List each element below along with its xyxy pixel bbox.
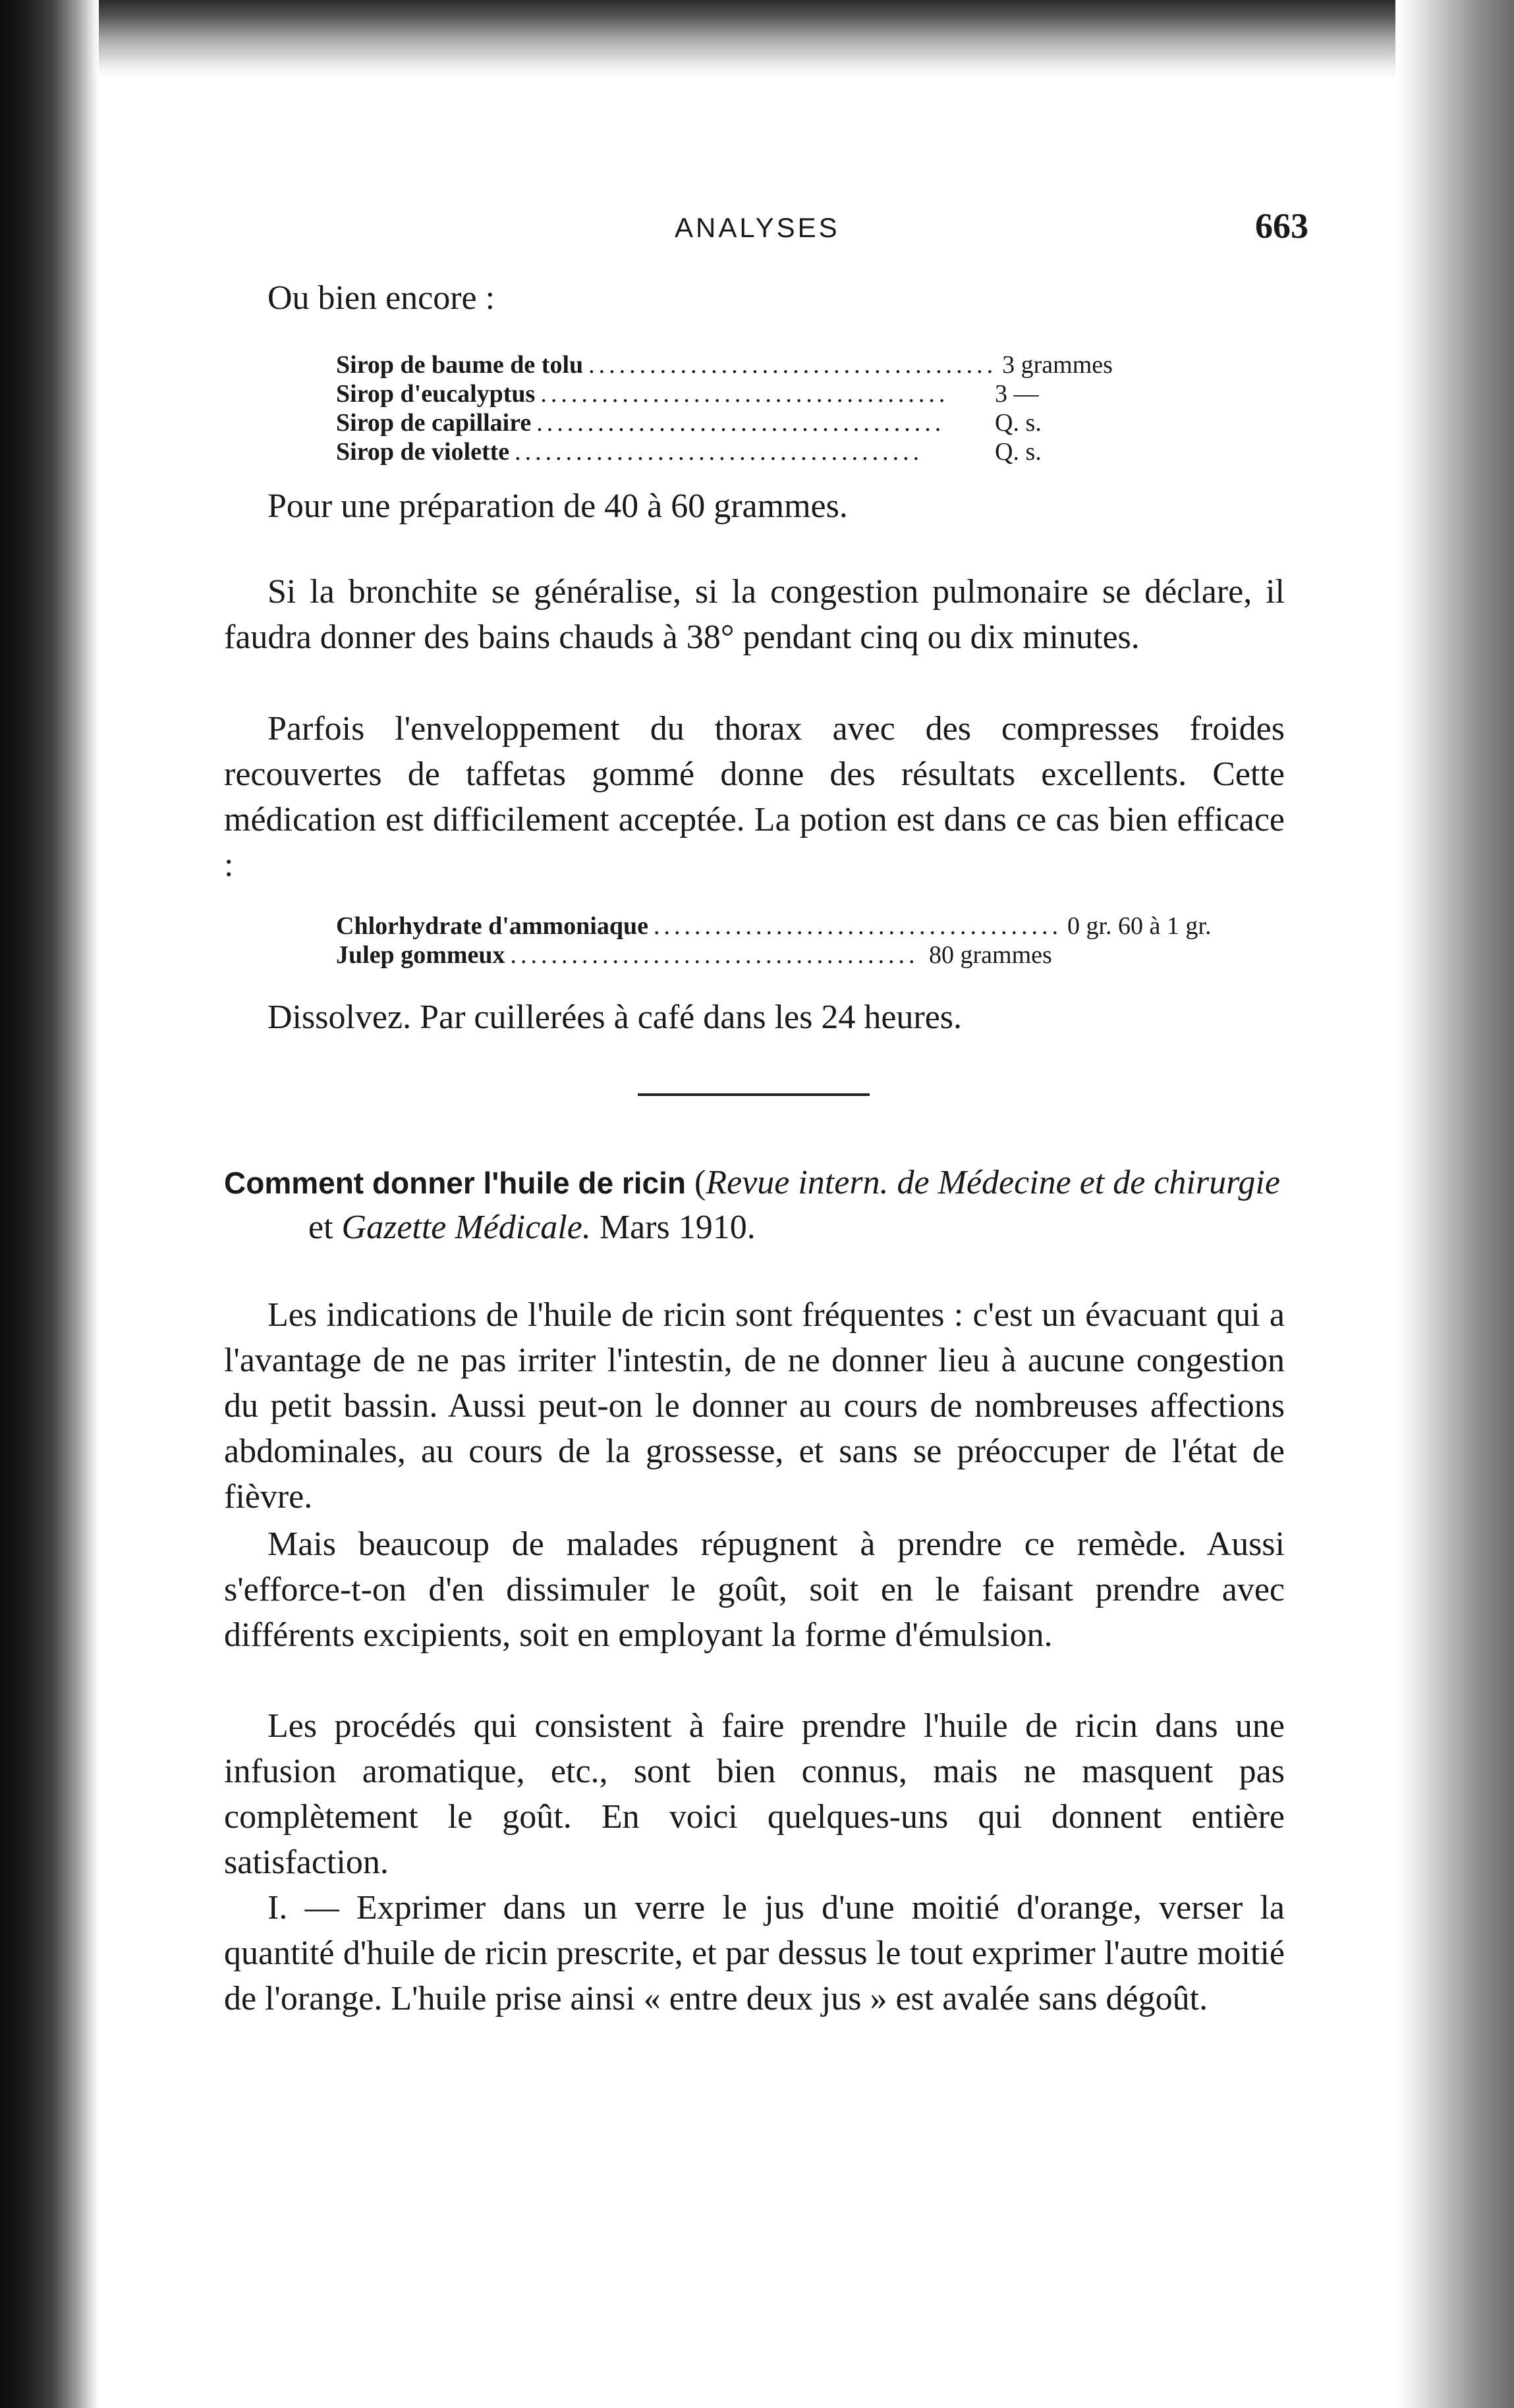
publication-date: Mars 1910.: [599, 1209, 756, 1246]
recipe-row: [336, 912, 1212, 941]
paragraph-enveloppement: Parfois l'enveloppement du thorax avec des compresses froides recouvertes de taffetas gommé donne des résultats excellents. Cette médication est difficilement acceptée. La potion est dans ce cas bien efficace :: [224, 710, 1285, 884]
paragraph-procedes: Les procédés qui consistent à faire prendre l'huile de ricin dans une infusion aromatique, etc., sont bien connus, mais ne masquent pas complètement le goût. En voici quelques-uns qui donnent entière satisfaction.: [224, 1707, 1285, 1881]
recipe-syrups: [336, 350, 1153, 466]
ingredient-quantity: 80 grammes: [929, 941, 1052, 969]
ingredient-name: Sirop de capillaire: [336, 409, 532, 437]
ingredient-name: Julep gommeux: [336, 941, 505, 969]
section-title-line-1: [224, 1161, 1291, 1205]
article-title: Comment donner l'huile de ricin: [224, 1166, 687, 1200]
recipe-row: [336, 408, 1153, 437]
paragraph-malades: Mais beaucoup de malades répugnent à prendre ce remède. Aussi s'efforce-t-on d'en dissimuler le goût, soit en le faisant prendre avec différents excipients, soit en employant la forme d'émulsion.: [224, 1525, 1285, 1654]
paragraph-indications: Les indications de l'huile de ricin sont fréquentes : c'est un évacuant qui a l'avantage de ne pas irriter l'intestin, de ne donner lieu à aucune congestion du petit bassin. Aussi peut-on le donner au cours de nombreuses affections abdominales, au cours de la grossesse, et sans se préoccuper de l'état de fièvre.: [224, 1296, 1285, 1516]
recipe-row: [336, 350, 1153, 379]
journal-name-1: Revue intern. de Médecine et de chirurgie: [706, 1164, 1280, 1201]
ingredient-quantity: 3 grammes: [1002, 351, 1113, 379]
intro-line: Ou bien encore :: [267, 279, 495, 317]
page-number: 663: [1255, 206, 1308, 246]
ingredient-quantity: Q. s.: [995, 438, 1042, 466]
ingredient-name: Chlorhydrate d'ammoniaque: [336, 912, 648, 940]
recipe-row: [336, 941, 1173, 970]
recipe-note: Pour une préparation de 40 à 60 grammes.: [267, 487, 848, 525]
leader-dots: ........................................: [540, 380, 949, 408]
recipe-row: [336, 379, 1153, 408]
dissolve-instruction: Dissolvez. Par cuillerées à café dans les 24 heures.: [267, 999, 963, 1036]
recipe-row: [336, 437, 1153, 466]
ingredient-quantity: 3 —: [995, 380, 1039, 408]
paragraph-orange-method: I. — Exprimer dans un verre le jus d'une moitié d'orange, verser la quantité d'huile de ricin prescrite, et par dessus le tout exprimer l'autre moitié de l'orange. L'huile prise ainsi « entre deux jus » est avalée sans dégoût.: [224, 1889, 1285, 2017]
leader-dots: ........................................: [515, 438, 924, 466]
paren-open: (: [694, 1164, 706, 1201]
section-title-line-2: [224, 1205, 1291, 1250]
ingredient-quantity: Q. s.: [995, 409, 1042, 437]
section-title: [224, 1161, 1291, 1250]
journal-name-2: Gazette Médicale.: [341, 1209, 591, 1246]
conjunction: et: [308, 1209, 333, 1246]
ingredient-name: Sirop d'eucalyptus: [336, 380, 536, 408]
leader-dots: ........................................: [536, 409, 945, 437]
paragraph-bronchite: Si la bronchite se généralise, si la congestion pulmonaire se déclare, il faudra donner des bains chauds à 38° pendant cinq ou dix minutes.: [224, 573, 1285, 656]
recipe-potion: [336, 912, 1212, 970]
ingredient-quantity: 0 gr. 60 à 1 gr.: [1067, 912, 1212, 940]
leader-dots: ........................................: [510, 941, 919, 969]
ingredient-name: Sirop de baume de tolu: [336, 351, 584, 379]
running-title: ANALYSES: [675, 212, 840, 243]
leader-dots: ........................................: [588, 351, 997, 379]
leader-dots: ........................................: [653, 912, 1062, 940]
ingredient-name: Sirop de violette: [336, 438, 510, 466]
section-divider: [638, 1093, 870, 1096]
